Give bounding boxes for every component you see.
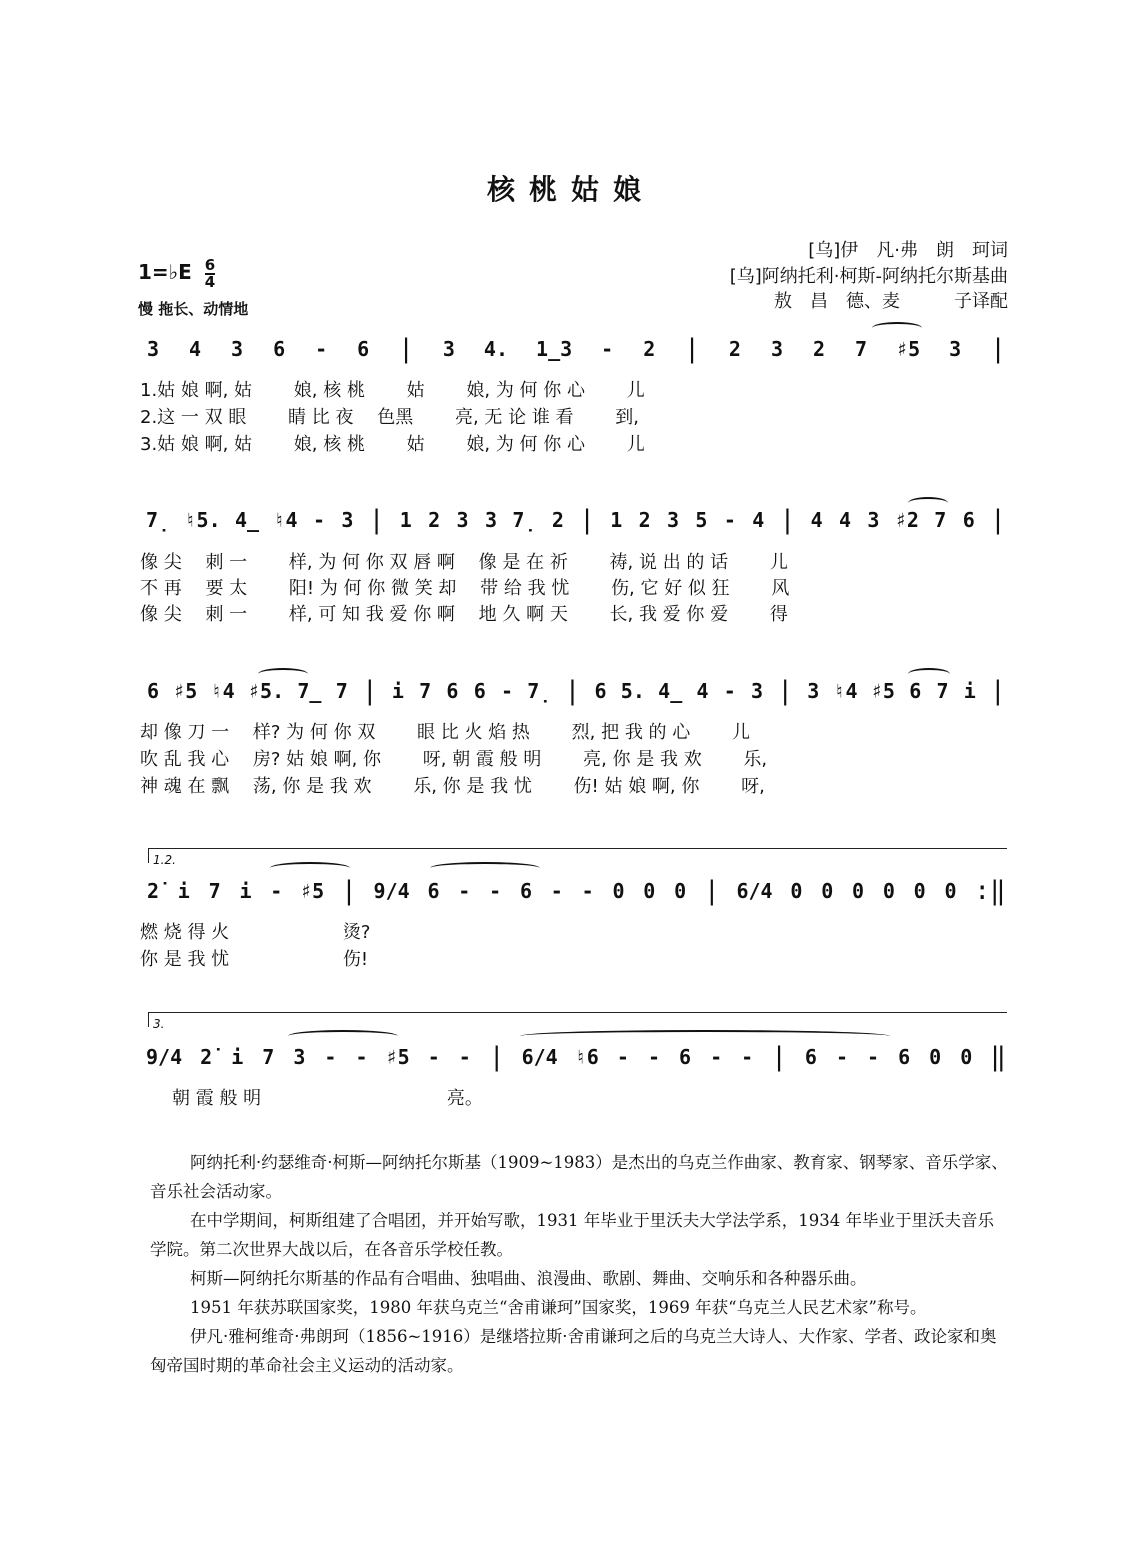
tempo-marking: 慢 拖长、动情地 <box>138 300 249 318</box>
note: ♮4 <box>833 679 858 703</box>
slur-mark <box>908 497 948 509</box>
note: 5 <box>695 508 708 532</box>
lyric-text: 却 像 刀 一 样? 为 何 你 双 眼 比 火 焰 热 烈, 把 我 的 心 儿 <box>140 722 750 743</box>
barline: | <box>779 505 796 535</box>
lyric-text: 燃 烧 得 火 烫? <box>140 922 371 943</box>
note: 2 <box>551 508 564 532</box>
note: 0 <box>821 879 834 903</box>
note: ♯2 <box>894 508 919 532</box>
notation-line-1 <box>146 334 1006 364</box>
lyric-line <box>140 403 1006 427</box>
note: - <box>312 508 325 532</box>
volta-bracket-3 <box>148 1012 1007 1031</box>
lyric-line <box>140 945 1006 969</box>
note: 7 <box>335 679 348 703</box>
note: 4 <box>696 679 709 703</box>
note: ♯5 <box>870 679 895 703</box>
note: 5. <box>620 679 645 703</box>
composer-biography <box>150 1148 1010 1380</box>
lyric-line <box>172 1084 1038 1108</box>
note: 3 <box>949 337 962 361</box>
note: - <box>550 879 563 903</box>
barline: | <box>579 505 595 535</box>
note: ♮6 <box>574 1045 599 1069</box>
slur-mark <box>908 668 950 680</box>
note: - <box>647 1045 660 1069</box>
note: i <box>963 679 976 703</box>
lyric-line <box>140 574 1006 598</box>
note: 0 <box>674 879 687 903</box>
note: 3 <box>667 508 680 532</box>
note: 2 <box>638 508 651 532</box>
note: 3 <box>442 337 455 361</box>
note: 6 <box>446 679 459 703</box>
note: 6 <box>273 337 286 361</box>
barline: | <box>341 876 357 906</box>
note: 4̲ <box>658 679 683 703</box>
note: 3 <box>231 337 244 361</box>
note: 2 <box>428 508 441 532</box>
notation-line-4 <box>146 876 1006 906</box>
lyric-text: 3.姑 娘 啊, 姑 娘, 核 桃 姑 娘, 为 何 你 心 儿 <box>140 434 645 455</box>
bio-paragraph: 在中学期间，柯斯组建了合唱团，并开始写歌，1931 年毕业于里沃夫大学法学系，1934 年毕业于里沃夫音乐学院。第二次世界大战以后，在各音乐学校任教。 <box>150 1211 994 1259</box>
barline: | <box>990 505 1006 535</box>
note: 0 <box>913 879 926 903</box>
note: 0 <box>790 879 803 903</box>
note: 7 <box>208 879 221 903</box>
volta-bracket-1-2 <box>148 848 1007 867</box>
note: - <box>489 879 502 903</box>
lyric-text: 像 尖 刺 一 样, 可 知 我 爱 你 啊 地 久 啊 天 长, 我 爱 你 爱 得 <box>140 604 788 625</box>
note: 4 <box>810 508 823 532</box>
note: - <box>500 679 513 703</box>
note: 6 <box>519 879 532 903</box>
note: 7 <box>419 679 432 703</box>
note: 7 <box>262 1045 275 1069</box>
slur-mark <box>430 862 540 874</box>
lyric-text: 朝 霞 般 明 亮。 <box>172 1088 483 1109</box>
note: 6 <box>146 679 160 703</box>
note: 0 <box>882 879 895 903</box>
note: 4. <box>483 337 508 361</box>
note: - <box>458 879 471 903</box>
page-title: 核桃姑娘 <box>486 173 655 206</box>
time-change: 6/4 <box>521 1045 558 1069</box>
barline: | <box>362 676 378 706</box>
note: i <box>177 879 190 903</box>
note: 7̲ <box>297 679 322 703</box>
lyric-line <box>140 718 1006 742</box>
note: 4 <box>839 508 852 532</box>
note: 1 <box>610 508 623 532</box>
note: 6 <box>427 879 440 903</box>
key-signature <box>138 258 215 289</box>
note: 7 <box>934 508 947 532</box>
note: i <box>391 679 404 703</box>
note: - <box>427 1045 440 1069</box>
time-change: 9/4 <box>373 879 410 903</box>
note: 3 <box>293 1045 306 1069</box>
barline: | <box>398 334 414 364</box>
bio-paragraph: 伊凡·雅柯维奇·弗朗珂（1856~1916）是继塔拉斯·舍甫谦珂之后的乌克兰大诗人、大作家、学者、政论家和奥匈帝国时期的革命社会主义运动的活动家。 <box>150 1327 997 1375</box>
note: - <box>458 1045 471 1069</box>
note: 3 <box>146 337 160 361</box>
lyric-text: 2.这 一 双 眼 睛 比 夜 色黑 亮, 无 论 谁 看 到, <box>140 407 639 428</box>
barline: | <box>564 676 581 706</box>
note: ♮5. <box>184 508 221 532</box>
note: 6 <box>962 508 975 532</box>
note: - <box>355 1045 368 1069</box>
note: ♯5 <box>173 679 198 703</box>
note: 3 <box>484 508 497 532</box>
note: ♯5 <box>385 1045 410 1069</box>
barline: | <box>990 334 1006 364</box>
note: 6 <box>909 679 922 703</box>
note: i <box>239 879 252 903</box>
barline: :‖ <box>974 876 1006 906</box>
slur-mark <box>872 322 922 334</box>
lyric-text: 你 是 我 忧 伤! <box>140 949 369 970</box>
note: i <box>231 1045 244 1069</box>
note: 3 <box>341 508 354 532</box>
lyric-line <box>140 600 1006 624</box>
lyric-text: 像 尖 刺 一 样, 为 何 你 双 唇 啊 像 是 在 祈 祷, 说 出 的 话 儿 <box>140 552 788 573</box>
slur-mark <box>288 1030 398 1042</box>
note: - <box>741 1045 754 1069</box>
note: 0 <box>852 879 865 903</box>
note: 3 <box>807 679 820 703</box>
note: 7̣ <box>146 508 171 532</box>
note: 7̣ <box>527 679 552 703</box>
note: - <box>270 879 283 903</box>
lyric-line <box>140 548 1006 572</box>
note: - <box>581 879 594 903</box>
time-signature <box>205 258 215 289</box>
lyric-text: 吹 乱 我 心 房? 姑 娘 啊, 你 呀, 朝 霞 般 明 亮, 你 是 我 欢 乐, <box>140 749 768 770</box>
note: 6 <box>594 679 607 703</box>
note: 1 <box>399 508 412 532</box>
note: - <box>324 1045 337 1069</box>
note: 0 <box>643 879 656 903</box>
note: 6 <box>679 1045 692 1069</box>
note: 6 <box>898 1045 911 1069</box>
note: - <box>616 1045 629 1069</box>
note: - <box>315 337 328 361</box>
bio-paragraph: 柯斯—阿纳托尔斯基的作品有合唱曲、独唱曲、浪漫曲、歌剧、舞曲、交响乐和各种器乐曲。 <box>190 1269 867 1288</box>
note: ♯5. <box>247 679 285 703</box>
slur-mark <box>270 862 350 874</box>
note: 7̣ <box>512 508 537 532</box>
note: 0 <box>929 1045 942 1069</box>
note: - <box>710 1045 723 1069</box>
note: 7 <box>936 679 949 703</box>
note: 1̲3 <box>536 337 573 361</box>
barline: | <box>771 1042 787 1072</box>
note: - <box>601 337 614 361</box>
lyric-line <box>140 430 1006 454</box>
notation-line-2 <box>146 505 1006 535</box>
note: 2̇ <box>146 879 160 903</box>
note: 4 <box>752 508 765 532</box>
translator-credit: 敖 昌 德、麦 子译配 <box>774 291 1008 312</box>
note: - <box>723 679 736 703</box>
slur-mark <box>258 668 308 680</box>
key-label: 1=♭E <box>138 260 192 284</box>
bio-paragraph: 1951 年获苏联国家奖，1980 年获乌克兰“舍甫谦珂”国家奖，1969 年获“乌克兰人民艺术家”称号。 <box>190 1298 927 1317</box>
lyric-text: 不 再 要 太 阳! 为 何 你 微 笑 却 带 给 我 忧 伤, 它 好 似 狂 风 <box>140 578 790 599</box>
note: 3 <box>770 337 783 361</box>
note: 6 <box>357 337 370 361</box>
note: - <box>835 1045 849 1069</box>
lyric-text: 神 魂 在 飘 荡, 你 是 我 欢 乐, 你 是 我 忧 伤! 姑 娘 啊, 你 呀, <box>140 776 765 797</box>
barline: | <box>777 676 793 706</box>
volta-label: 1.2. <box>153 853 176 867</box>
note: 2 <box>812 337 826 361</box>
note: 0 <box>612 879 625 903</box>
composer-credit: [乌]阿纳托利·柯斯-阿纳托尔斯基曲 <box>729 266 1008 287</box>
time-sig-top: 6 <box>204 256 216 274</box>
note: 3 <box>867 508 880 532</box>
note: 0 <box>944 879 957 903</box>
note: 6 <box>804 1045 817 1069</box>
slur-mark <box>520 1030 890 1042</box>
lyric-line <box>140 745 1006 769</box>
note: - <box>723 508 736 532</box>
bio-paragraph: 阿纳托利·约瑟维奇·柯斯—阿纳托尔斯基（1909~1983）是杰出的乌克兰作曲家、教育家、钢琴家、音乐学家、音乐社会活动家。 <box>150 1153 1008 1201</box>
barline: | <box>684 334 700 364</box>
barline: | <box>488 1042 505 1072</box>
note: 2 <box>728 337 741 361</box>
lyric-line <box>140 918 1006 942</box>
note: 2 <box>643 337 656 361</box>
note: 3 <box>456 508 469 532</box>
note: 4̲ <box>235 508 260 532</box>
lyric-text: 1.姑 娘 啊, 姑 娘, 核 桃 姑 娘, 为 何 你 心 儿 <box>140 380 645 401</box>
time-change: 6/4 <box>736 879 773 903</box>
barline: ‖ <box>990 1042 1006 1072</box>
lyricist-credit: [乌]伊 凡·弗 朗 珂词 <box>808 240 1008 261</box>
note: ♮4 <box>210 679 235 703</box>
note: 6 <box>473 679 486 703</box>
note: - <box>867 1045 880 1069</box>
notation-line-3 <box>146 676 1006 706</box>
volta-label: 3. <box>153 1017 165 1031</box>
barline: | <box>703 876 720 906</box>
note: 4 <box>189 337 202 361</box>
barline: | <box>990 676 1006 706</box>
time-change: 9/4 <box>146 1045 183 1069</box>
barline: | <box>368 505 385 535</box>
note: 7 <box>855 337 868 361</box>
note: 0 <box>960 1045 973 1069</box>
note: ♮4 <box>273 508 298 532</box>
note: ♯5 <box>896 337 921 361</box>
lyric-line <box>140 772 1006 796</box>
time-sig-bottom: 4 <box>204 273 216 291</box>
note: ♯5 <box>300 879 325 903</box>
notation-line-5 <box>146 1042 1006 1072</box>
lyric-line <box>140 376 1006 400</box>
note: 2̇ <box>200 1045 213 1069</box>
note: 3 <box>751 679 764 703</box>
